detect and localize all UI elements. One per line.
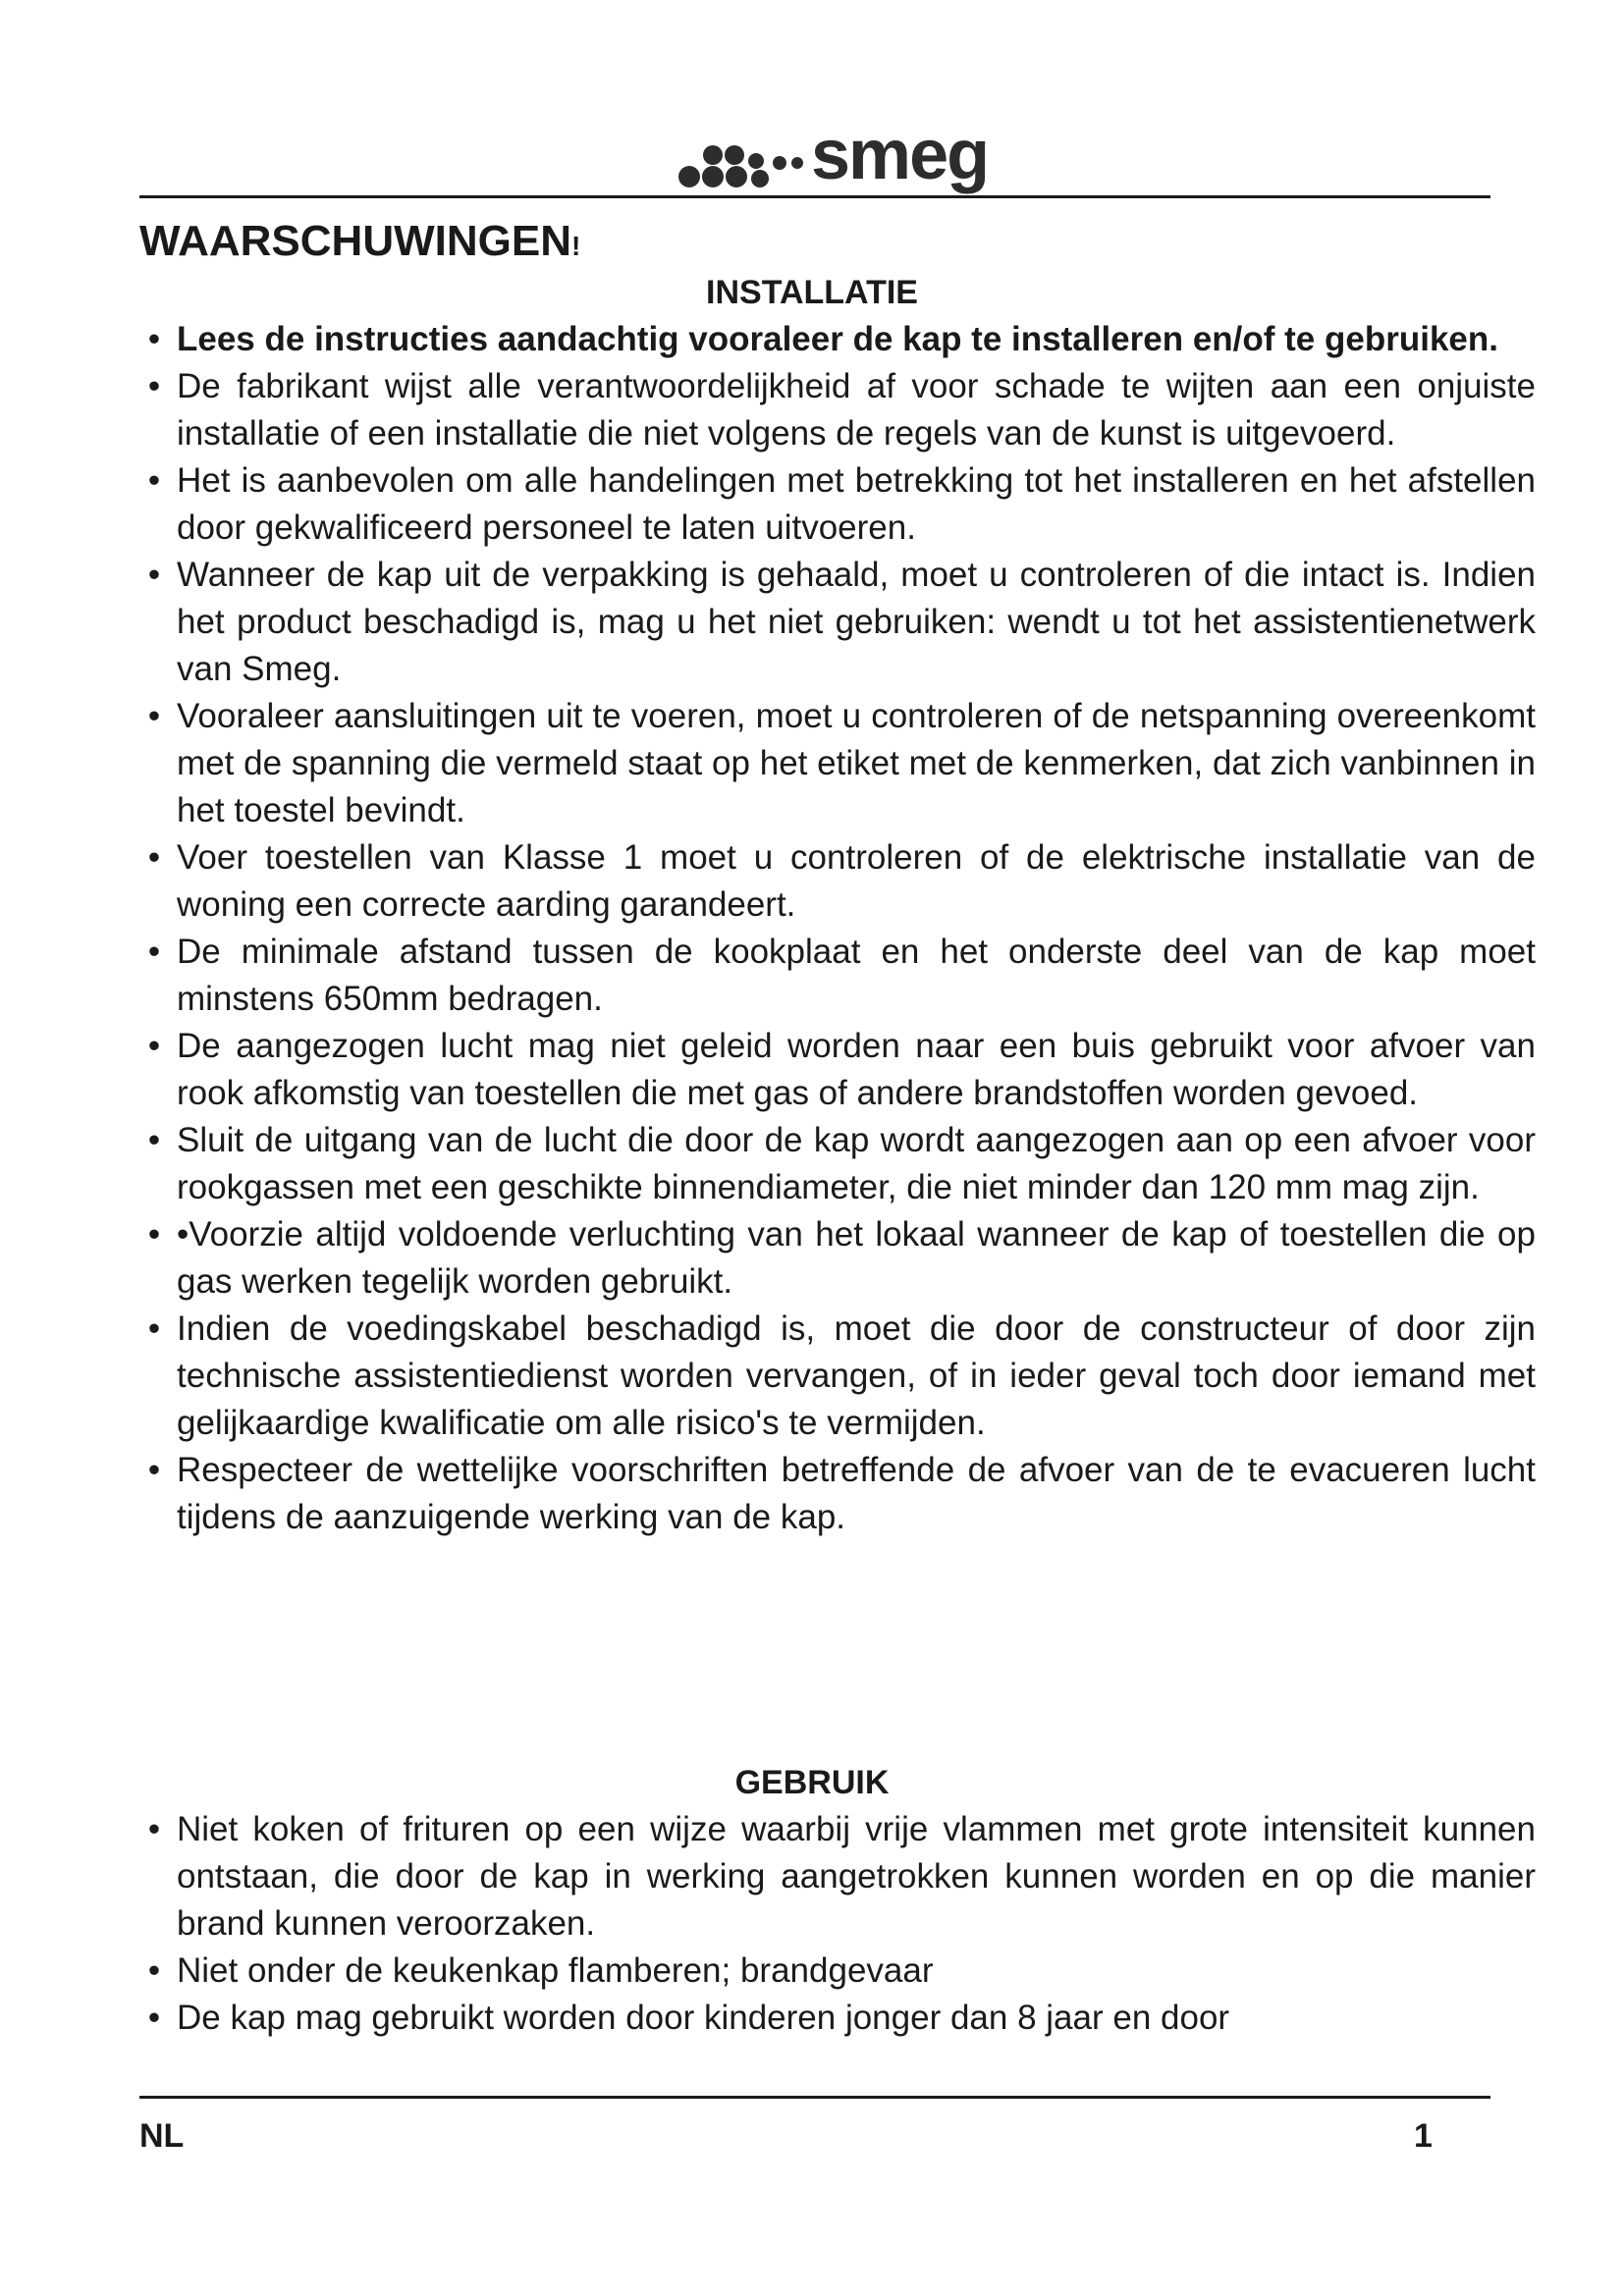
list-item	[139, 834, 1543, 929]
bullet-icon: •	[147, 461, 161, 500]
page-title-text: WAARSCHUWINGEN	[139, 217, 571, 265]
list-item-text: De kap mag gebruikt worden door kinderen jonger dan 8 jaar en door	[177, 1999, 1230, 2037]
installation-warnings-list	[139, 316, 1543, 1541]
list-item	[139, 1806, 1543, 1948]
bullet-icon: •	[147, 1215, 161, 1254]
bullet-icon: •	[147, 697, 161, 735]
bullet-icon: •	[147, 1027, 161, 1065]
list-item-text: Indien de voedingskabel beschadigd is, moet die door de constructeur of door zijn technische assistentiedienst worden vervangen, of in ieder geval toch door iemand met gelijkaardige kwalificatie om alle risico's te vermijden.	[177, 1309, 1536, 1442]
bullet-icon: •	[147, 1309, 161, 1348]
list-item	[139, 457, 1543, 552]
section-heading-gebruik: GEBRUIK	[734, 1764, 890, 1801]
bullet-icon: •	[147, 556, 161, 594]
list-item-text: Niet onder de keukenkap flamberen; brandgevaar	[177, 1951, 934, 1990]
list-item-text: Vooraleer aansluitingen uit te voeren, moet u controleren of de netspanning overeenkomt met de spanning die vermeld staat op het etiket met de kenmerken, dat zich vanbinnen in het toestel bevindt.	[177, 697, 1536, 829]
header-divider	[139, 195, 1490, 198]
list-item	[139, 552, 1543, 693]
section-heading-installatie: INSTALLATIE	[706, 274, 918, 311]
list-item-text: •Voorzie altijd voldoende verluchting van het lokaal wanneer de kap of toestellen die op gas werken tegelijk worden gebruikt.	[177, 1215, 1536, 1301]
list-item	[139, 1117, 1543, 1211]
usage-warnings-list	[139, 1806, 1543, 2042]
list-item-text: Respecteer de wettelijke voorschriften betreffende de afvoer van de te evacueren lucht tijdens de aanzuigende werking van de kap.	[177, 1451, 1536, 1536]
list-item	[139, 929, 1543, 1023]
bullet-icon: •	[147, 838, 161, 877]
list-item	[139, 316, 1543, 363]
list-item	[139, 1948, 1543, 1995]
footer-language: NL	[139, 2117, 185, 2155]
list-item-text: Lees de instructies aandachtig vooraleer de kap te installeren en/of te gebruiken.	[177, 320, 1498, 358]
list-item	[139, 363, 1543, 457]
list-item-text: Voer toestellen van Klasse 1 moet u controleren of de elektrische installatie van de woning een correcte aarding garandeert.	[177, 838, 1536, 924]
bullet-icon: •	[147, 1951, 161, 1990]
bullet-icon: •	[147, 1810, 161, 1848]
list-item	[139, 1211, 1543, 1306]
page-title	[139, 214, 580, 274]
list-item	[139, 1306, 1543, 1447]
list-item-text: De aangezogen lucht mag niet geleid worden naar een buis gebruikt voor afvoer van rook afkomstig van toestellen die met gas of andere brandstoffen worden gevoed.	[177, 1027, 1536, 1112]
list-item-text: Het is aanbevolen om alle handelingen met betrekking tot het installeren en het afstellen door gekwalificeerd personeel te laten uitvoeren.	[177, 461, 1536, 547]
bullet-icon: •	[147, 1999, 161, 2037]
list-item-text: De minimale afstand tussen de kookplaat en het onderste deel van de kap moet minstens 650mm bedragen.	[177, 933, 1536, 1018]
bullet-icon: •	[147, 1121, 161, 1159]
bullet-icon: •	[147, 367, 161, 405]
list-item-text: Sluit de uitgang van de lucht die door de kap wordt aangezogen aan op een afvoer voor rookgassen met een geschikte binnendiameter, die niet minder dan 120 mm mag zijn.	[177, 1121, 1536, 1206]
smeg-logo	[677, 116, 989, 194]
smeg-wordmark: smeg	[811, 116, 989, 194]
list-item-text: De fabrikant wijst alle verantwoordelijkheid af voor schade te wijten aan een onjuiste installatie of een installatie die niet volgens de regels van de kunst is uitgevoerd.	[177, 367, 1536, 453]
list-item	[139, 1023, 1543, 1117]
page-number: 1	[1414, 2117, 1433, 2155]
bullet-icon: •	[147, 933, 161, 971]
list-item	[139, 693, 1543, 834]
page-title-suffix: !	[570, 231, 581, 261]
list-item	[139, 1447, 1543, 1541]
list-item-text: Niet koken of frituren op een wijze waarbij vrije vlammen met grote intensiteit kunnen ontstaan, die door de kap in werking aangetrokken kunnen worden en op die manier brand kunnen veroorzaken.	[177, 1810, 1536, 1943]
bullet-icon: •	[147, 1451, 161, 1489]
footer-divider	[139, 2096, 1490, 2099]
smeg-dots-icon	[677, 126, 807, 192]
bullet-icon: •	[147, 320, 161, 358]
list-item	[139, 1995, 1543, 2042]
list-item-text: Wanneer de kap uit de verpakking is gehaald, moet u controleren of die intact is. Indien het product beschadigd is, mag u het niet gebruiken: wendt u tot het assistentienetwerk van Smeg.	[177, 556, 1536, 688]
